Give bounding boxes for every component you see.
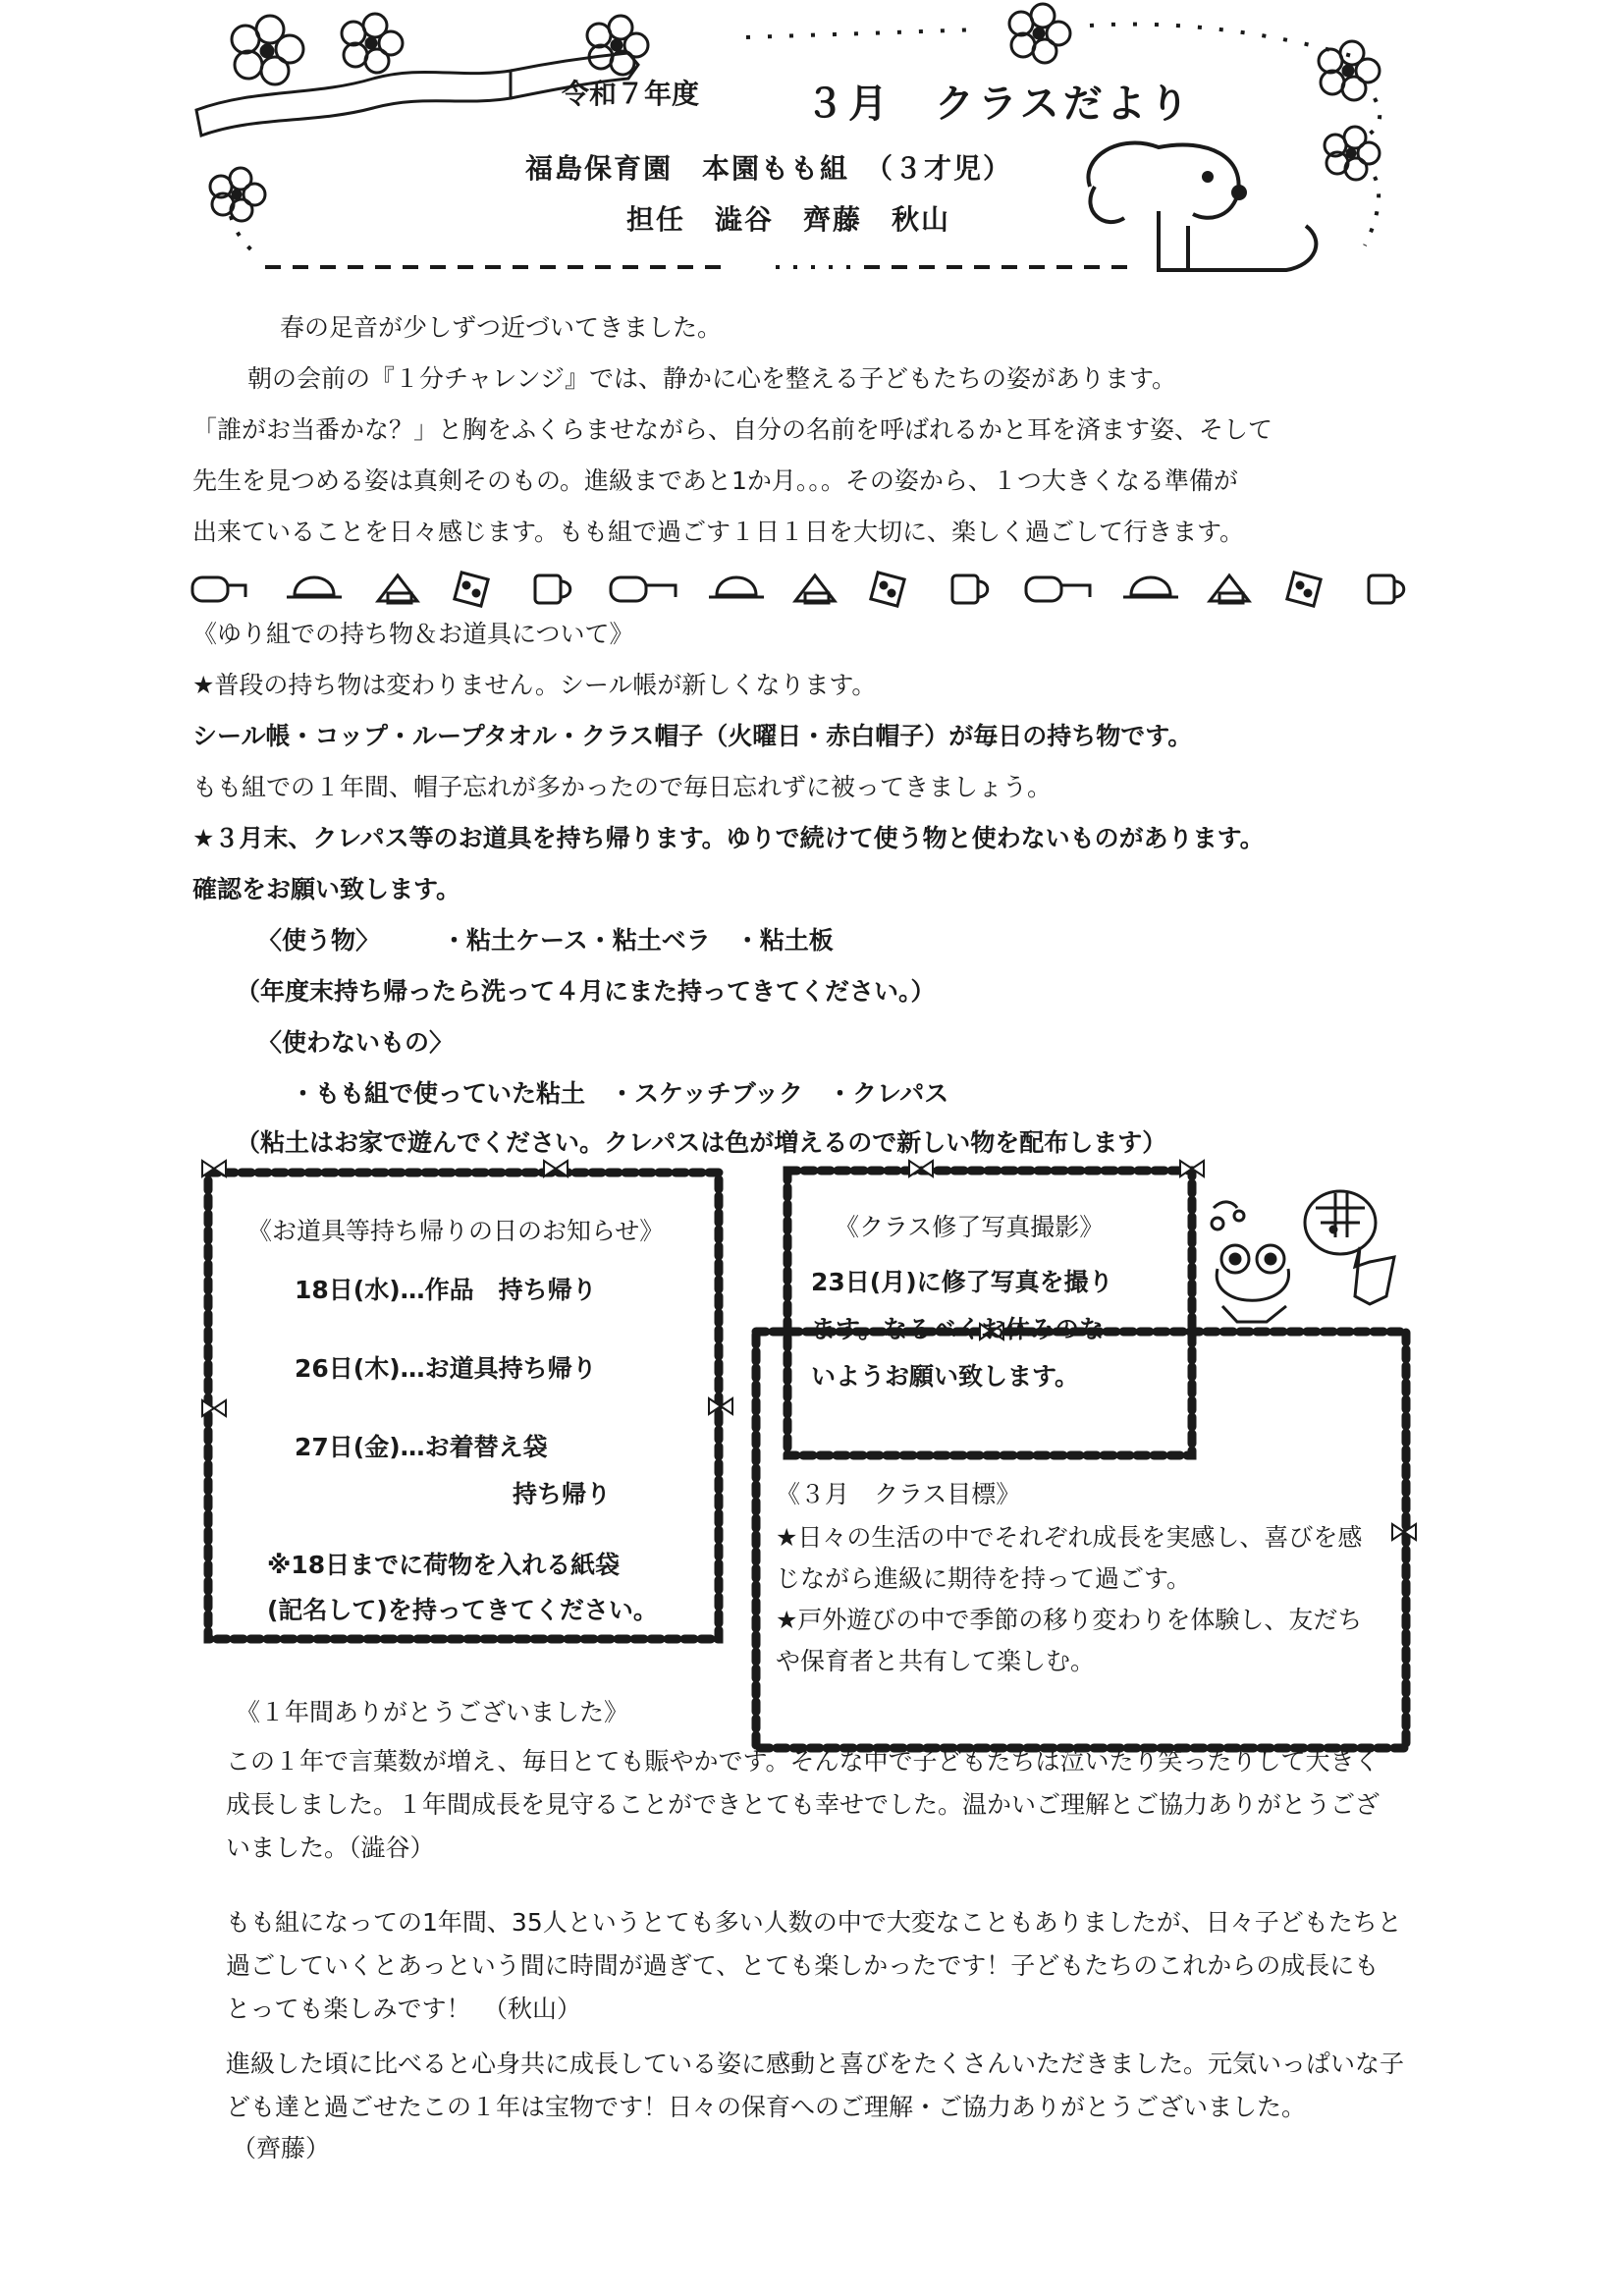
takehome-note-1: ※18日までに荷物を入れる紙袋 [267, 1551, 621, 1579]
thanks-saito-2: ども達と過ごせたこの１年は宝物です！日々の保育へのご理解・ご協力ありがとうございました。 [226, 2093, 1307, 2121]
bag-icon [192, 577, 245, 601]
page-title: ３月 クラスだより [805, 82, 1193, 127]
intro-line-3: 「誰がお当番かな？」と胸をふくらませながら、自分の名前を呼ばれるかと耳を済ます姿、そして [192, 415, 1273, 444]
belongings-line-5: 確認をお願い致します。 [192, 875, 461, 903]
nouse-items: ・もも組で使っていた粘土 ・スケッチブック ・クレパス [291, 1079, 949, 1108]
belongings-heading: 《ゆり組での持ち物＆お道具について》 [192, 620, 634, 648]
belongings-line-2: シール帳・コップ・ループタオル・クラス帽子（火曜日・赤白帽子）が毎日の持ち物です。 [192, 722, 1193, 750]
intro-line-4: 先生を見つめる姿は真剣そのもの。進級まであと1か月。。。その姿から、１つ大きくなる準備が [192, 466, 1238, 495]
thanks-akiyama-2: 過ごしていくとあっという間に時間が過ぎて、とても楽しかったです！子どもたちのこれからの成長にも [226, 1951, 1380, 1980]
towel-icon [378, 575, 417, 603]
thanks-heading: 《１年間ありがとうございました》 [236, 1698, 629, 1726]
takehome-item-3a: 27日(金)…お着替え袋 [295, 1433, 548, 1461]
hat-icon [287, 577, 342, 597]
thanks-akiyama-3: とっても楽しみです！ （秋山） [226, 1995, 582, 2023]
thanks-saito-1: 進級した頃に比べると心身共に成長している姿に感動と喜びをたくさんいただきました。元気いっぱいな子 [226, 2050, 1405, 2078]
goal-line-4: や保育者と共有して楽しむ。 [776, 1647, 1096, 1675]
takehome-heading: 《お道具等持ち帰りの日のお知らせ》 [247, 1217, 665, 1245]
cup-icon [535, 575, 570, 603]
use-label: 〈使う物〉 [257, 926, 381, 955]
intro-line-2: 朝の会前の『１分チャレンジ』では、静かに心を整える子どもたちの姿があります。 [247, 364, 1177, 393]
use-note: （年度末持ち帰ったら洗って４月にまた持ってきてください。） [236, 977, 936, 1006]
takehome-item-1: 18日(水)…作品 持ち帰り [295, 1276, 597, 1304]
goal-line-2: じながら進級に期待を持って過ごす。 [776, 1564, 1192, 1593]
boy-icon [1305, 1191, 1394, 1304]
handkerchief-icon [455, 573, 488, 606]
takehome-item-2: 26日(木)…お道具持ち帰り [295, 1354, 597, 1383]
photo-heading: 《クラス修了写真撮影》 [835, 1213, 1105, 1241]
goal-heading: 《３月 クラス目標》 [776, 1480, 1021, 1508]
thanks-akiyama-1: もも組になっての1年間、35人というとても多い人数の中で大変なこともありましたが、日々子どもたちと [226, 1908, 1402, 1937]
teachers-line: 担任 澁谷 齊藤 秋山 [626, 203, 951, 236]
thanks-shibuya-3: いました。（澁谷） [226, 1833, 435, 1862]
intro-line-1: 春の足音が少しずつ近づいてきました。 [280, 313, 723, 342]
goal-line-3: ★戸外遊びの中で季節の移り変わりを体験し、友だち [776, 1606, 1363, 1634]
belongings-line-1: ★普段の持ち物は変わりません。シール帳が新しくなります。 [192, 671, 877, 699]
year-label: 令和７年度 [562, 78, 700, 110]
nouse-note: （粘土はお家で遊んでください。クレパスは色が増えるので新しい物を配布します） [236, 1128, 1167, 1157]
frog-icon [1212, 1202, 1289, 1322]
nouse-label: 〈使わないもの〉 [257, 1028, 455, 1057]
belongings-icon-row [0, 562, 1624, 621]
thanks-shibuya-1: この１年で言葉数が増え、毎日とても賑やかです。そんな中で子どもたちは泣いたり笑ったりして大きく [226, 1747, 1380, 1776]
header-frame-decoration [0, 0, 1624, 295]
intro-line-5: 出来ていることを日々感じます。もも組で過ごす１日１日を大切に、楽しく過ごして行きます。 [192, 518, 1245, 546]
belongings-line-3: もも組での１年間、帽子忘れが多かったので毎日忘れずに被ってきましょう。 [192, 773, 1053, 801]
photo-line-1: 23日(月)に修了写真を撮り [811, 1268, 1113, 1296]
photo-line-3: いようお願い致します。 [811, 1362, 1080, 1391]
use-items: ・粘土ケース・粘土ベラ ・粘土板 [442, 926, 834, 955]
goal-line-1: ★日々の生活の中でそれぞれ成長を実感し、喜びを感 [776, 1523, 1363, 1552]
flower-icon [232, 16, 303, 84]
takehome-item-3b: 持ち帰り [513, 1480, 612, 1508]
school-name: 福島保育園 本園もも組 （３才児） [525, 152, 1013, 185]
belongings-line-4: ★３月末、クレパス等のお道具を持ち帰ります。ゆりで続けて使う物と使わないものがあります。 [192, 824, 1265, 852]
thanks-shibuya-2: 成長しました。１年間成長を見守ることができとても幸せでした。温かいご理解とご協力ありがとうござ [226, 1790, 1380, 1819]
photo-line-2: ます。なるべくお休みのな [811, 1315, 1105, 1343]
takehome-note-2: (記名して)を持ってきてください。 [267, 1596, 658, 1624]
thanks-saito-3: （齊藤） [232, 2134, 331, 2162]
dog-icon [1088, 143, 1316, 270]
